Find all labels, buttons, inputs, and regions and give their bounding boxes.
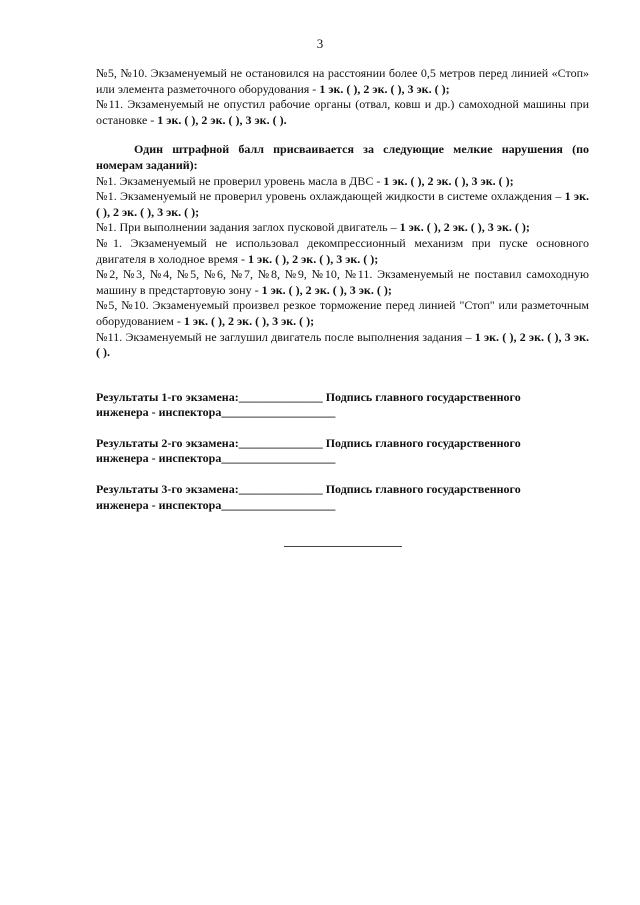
exam-result-1: [96, 390, 589, 421]
list-item: №1. При выполнении задания заглох пусковой двигатель – 1 эк. ( ), 2 эк. ( ), 3 эк. ( );: [96, 220, 530, 235]
list-item: №5, №10. Экзаменуемый произвел резкое торможение перед линией "Стоп" или разметочным оборудованием - 1 эк. ( ), 2 эк. ( ), 3 эк. ( );: [96, 298, 589, 328]
signature-line: инженера - инспектора___________________: [96, 405, 336, 420]
result-line: Результаты 1-го экзамена:______________ Подпись главного государственного: [96, 389, 521, 404]
section-heading: Один штрафной балл присваивается за следующие мелкие нарушения (по номерам заданий):: [96, 142, 589, 172]
page-number: 3: [316, 36, 324, 51]
document-body: [96, 66, 589, 513]
spacer: [96, 361, 589, 375]
list-item: №1. Экзаменуемый не проверил уровень масла в ДВС - 1 эк. ( ), 2 эк. ( ), 3 эк. ( );: [96, 173, 514, 188]
signature-line: инженера - инспектора___________________: [96, 451, 336, 466]
list-item: №11. Экзаменуемый не опустил рабочие органы (отвал, ковш и др.) самоходной машины при остановке - 1 эк. ( ), 2 эк. ( ), 3 эк. ( ).: [96, 97, 589, 127]
list-item: №5, №10. Экзаменуемый не остановился на расстоянии более 0,5 метров перед линией «Стоп» или элемента разметочного оборудования - 1 эк. ( ), 2 эк. ( ), 3 эк. ( );: [96, 66, 589, 96]
list-item: №2, №3, №4, №5, №6, №7, №8, №9, №10, №11. Экзаменуемый не поставил самоходную машину в предстартовую зону - 1 эк. ( ), 2 эк. ( ), 3 эк. ( );: [96, 267, 589, 297]
signature-line: инженера - инспектора___________________: [96, 497, 336, 512]
exam-result-2: [96, 436, 589, 467]
list-item: №1. Экзаменуемый не проверил уровень охлаждающей жидкости в системе охлаждения – 1 эк. ( ), 2 эк. ( ), 3 эк. ( );: [96, 189, 589, 219]
list-item: №1. Экзаменуемый не использовал декомпрессионный механизм при пуске основного двигателя в холодное время - 1 эк. ( ), 2 эк. ( ), 3 эк. ( );: [96, 235, 589, 266]
end-separator: [284, 546, 402, 547]
result-line: Результаты 3-го экзамена:______________ Подпись главного государственного: [96, 482, 521, 497]
list-item: №11. Экзаменуемый не заглушил двигатель после выполнения задания – 1 эк. ( ), 2 эк. ( ), 3 эк. ( ).: [96, 329, 589, 360]
result-line: Результаты 2-го экзамена:______________ Подпись главного государственного: [96, 435, 521, 450]
exam-result-3: [96, 482, 589, 513]
